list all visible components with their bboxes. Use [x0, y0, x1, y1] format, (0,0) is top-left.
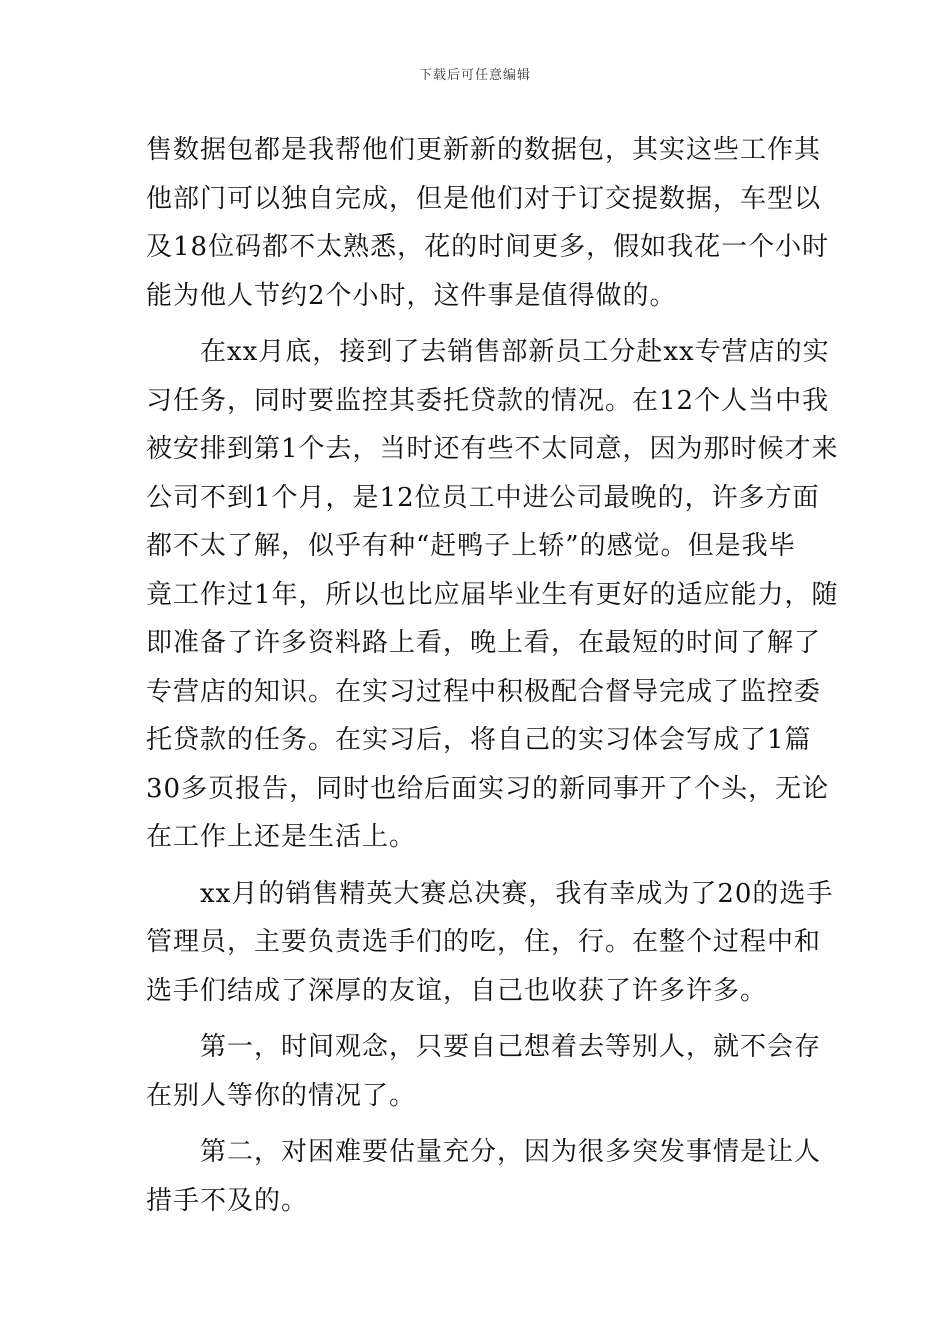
- paragraph: [146, 870, 834, 1016]
- text-line: 被安排到第1个去，当时还有些不太同意，因为那时候才来: [146, 434, 839, 464]
- text-line: 公司不到1个月，是12位员工中进公司最晚的，许多方面: [146, 482, 820, 513]
- text-line: 在xx月底，接到了去销售部新员工分赴xx专营店的实: [146, 337, 830, 367]
- text-line: 及18位码都不太熟悉，花的时间更多，假如我花一个小时: [146, 232, 830, 262]
- text-line: 在工作上还是生活上。: [146, 822, 417, 852]
- text-line: 即准备了许多资料路上看，晚上看，在最短的时间了解了: [146, 628, 822, 658]
- page-header: 下载后可任意编辑: [418, 68, 531, 83]
- paragraph: [146, 328, 839, 862]
- text-line: 选手们结成了深厚的友谊，自己也收获了许多许多。: [146, 975, 768, 1006]
- paragraph: [146, 1023, 822, 1120]
- paragraph: [146, 126, 830, 320]
- text-line: 措手不及的。: [146, 1185, 309, 1216]
- text-line: 习任务，同时要监控其委托贷款的情况。在12个人当中我: [146, 385, 830, 416]
- paragraph: [146, 1128, 822, 1225]
- text-line: 竟工作过1年，所以也比应届毕业生有更好的适应能力，随: [146, 579, 839, 610]
- text-line: 能为他人节约2个小时，这件事是值得做的。: [146, 280, 677, 311]
- text-line: 专营店的知识。在实习过程中积极配合督导完成了监控委: [146, 676, 822, 707]
- text-line: 第一，时间观念，只要自己想着去等别人，就不会存: [146, 1032, 822, 1062]
- text-line: 托贷款的任务。在实习后，将自己的实习体会写成了1篇: [146, 725, 812, 755]
- text-line: 在别人等你的情况了。: [146, 1080, 417, 1111]
- text-line: 30多页报告，同时也给后面实习的新同事开了个头，无论: [146, 773, 830, 804]
- text-line: 都不太了解，似乎有种“赶鸭子上轿”的感觉。但是我毕: [146, 531, 796, 561]
- document-body: [146, 126, 839, 1225]
- text-line: xx月的销售精英大赛总决赛，我有幸成为了20的选手: [146, 878, 834, 909]
- text-line: 管理员，主要负责选手们的吃，住，行。在整个过程中和: [146, 927, 822, 957]
- text-line: 他部门可以独自完成，但是他们对于订交提数据，车型以: [146, 183, 822, 214]
- text-line: 售数据包都是我帮他们更新新的数据包，其实这些工作其: [146, 135, 822, 165]
- text-line: 第二，对困难要估量充分，因为很多突发事情是让人: [146, 1137, 822, 1167]
